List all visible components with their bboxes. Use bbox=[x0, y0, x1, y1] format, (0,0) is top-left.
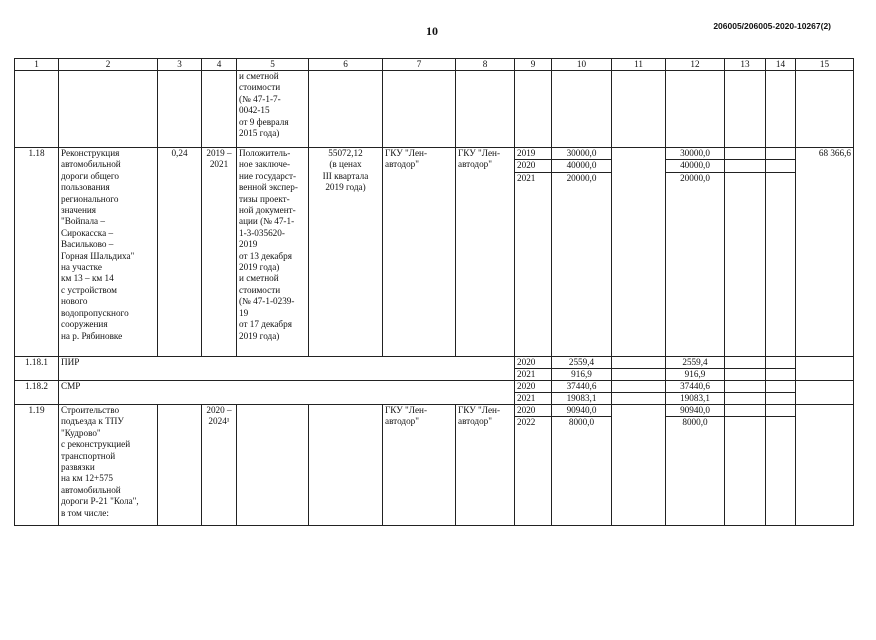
object-name: Реконструкция автомобильной дороги общего пользования регионального значения "Войпала – Сирокасска – Васильково – Горная Шальдиха" на участке км 13 – км 14 с устройством нового водопропускного сооружения на р. Рябиновке bbox=[59, 148, 158, 357]
table-row-1-19 bbox=[15, 405, 854, 526]
header-cell: 1 bbox=[15, 59, 59, 71]
header-cell: 3 bbox=[158, 59, 202, 71]
amount-cell: 30000,0 bbox=[666, 148, 724, 160]
amount-cell: 916,9 bbox=[666, 369, 725, 381]
year-cell: 2022 bbox=[517, 417, 536, 428]
amount-cell: 19083,1 bbox=[666, 393, 725, 405]
header-cell: 2 bbox=[59, 59, 158, 71]
amount-cell: 8000,0 bbox=[568, 417, 595, 428]
header-cell: 12 bbox=[666, 59, 725, 71]
year-cell: 2021 bbox=[515, 369, 552, 381]
amount-cell: 8000,0 bbox=[682, 417, 708, 428]
customer-cell: ГКУ "Лен- автодор" bbox=[383, 405, 456, 526]
header-cell: 5 bbox=[237, 59, 309, 71]
period-cell: 2020 – 2024¹ bbox=[202, 405, 237, 526]
amount-cell: 20000,0 bbox=[566, 172, 597, 183]
table-row-1-18-1 bbox=[15, 357, 854, 369]
year-cell: 2021 bbox=[517, 172, 536, 183]
builder-cell: ГКУ "Лен- автодор" bbox=[456, 405, 515, 526]
amount-cell: 19083,1 bbox=[552, 393, 612, 405]
object-name: СМР bbox=[59, 381, 515, 405]
header-cell: 8 bbox=[456, 59, 515, 71]
period-cell: 2019 – 2021 bbox=[202, 148, 237, 357]
continuation-row bbox=[15, 71, 854, 148]
amount-cell: 2559,4 bbox=[666, 357, 725, 369]
customer-cell: ГКУ "Лен- автодор" bbox=[383, 148, 456, 357]
row-number: 1.18.1 bbox=[15, 357, 59, 381]
year-cell: 2020 bbox=[515, 405, 551, 417]
amount-cell: 40000,0 bbox=[666, 160, 724, 172]
year-cell: 2020 bbox=[515, 357, 552, 369]
expertise-cell: и сметной стоимости (№ 47-1-7- 0042-15 от 9 февраля 2015 года) bbox=[237, 71, 309, 148]
year-cell: 2020 bbox=[515, 381, 552, 393]
header-cell: 4 bbox=[202, 59, 237, 71]
row-number: 1.18 bbox=[15, 148, 59, 357]
total-cell: 68 366,6 bbox=[796, 148, 854, 357]
header-cell: 13 bbox=[725, 59, 766, 71]
amount-cell: 916,9 bbox=[552, 369, 612, 381]
builder-cell: ГКУ "Лен- автодор" bbox=[456, 148, 515, 357]
cost-cell: 55072,12 (в ценах III квартала 2019 года) bbox=[309, 148, 383, 357]
header-cell: 11 bbox=[612, 59, 666, 71]
year-cell: 2019 bbox=[515, 148, 551, 160]
amount-cell: 2559,4 bbox=[552, 357, 612, 369]
year-cell: 2021 bbox=[515, 393, 552, 405]
object-name: Строительство подъезда к ТПУ "Кудрово" с реконструкцией транспортной развязки на км 12+575 автомобильной дороги Р-21 "Кола", в том числе: bbox=[59, 405, 158, 526]
row-number: 1.19 bbox=[15, 405, 59, 526]
object-name: ПИР bbox=[59, 357, 515, 381]
header-cell: 6 bbox=[309, 59, 383, 71]
document-id: 206005/206005-2020-10267(2) bbox=[713, 21, 831, 31]
expertise-cell: Положитель- ное заключе- ние государст- венной экспер- тизы проект- ной документ- ации (№ 47-1- 1-3-035620- 2019 от 13 декабря 2019 года) и сметной стоимости (№ 47-1-0239- 19 от 17 декабря 2019 года) bbox=[237, 148, 309, 357]
table-row-1-18-2 bbox=[15, 381, 854, 393]
amount-cell: 20000,0 bbox=[680, 172, 710, 183]
amount-cell: 37440,6 bbox=[552, 381, 612, 393]
row-number: 1.18.2 bbox=[15, 381, 59, 405]
header-cell: 10 bbox=[552, 59, 612, 71]
page-number: 10 bbox=[426, 24, 438, 38]
length-cell: 0,24 bbox=[158, 148, 202, 357]
amount-cell: 90940,0 bbox=[552, 405, 611, 417]
year-cell: 2020 bbox=[515, 160, 551, 172]
header-cell: 9 bbox=[515, 59, 552, 71]
header-cell: 14 bbox=[766, 59, 796, 71]
amount-cell: 30000,0 bbox=[552, 148, 611, 160]
table-row-1-18 bbox=[15, 148, 854, 357]
amount-cell: 90940,0 bbox=[666, 405, 724, 417]
amount-cell: 40000,0 bbox=[552, 160, 611, 172]
amount-cell: 37440,6 bbox=[666, 381, 725, 393]
header-cell: 15 bbox=[796, 59, 854, 71]
header-cell: 7 bbox=[383, 59, 456, 71]
header-row bbox=[15, 59, 854, 71]
program-table bbox=[14, 58, 854, 526]
